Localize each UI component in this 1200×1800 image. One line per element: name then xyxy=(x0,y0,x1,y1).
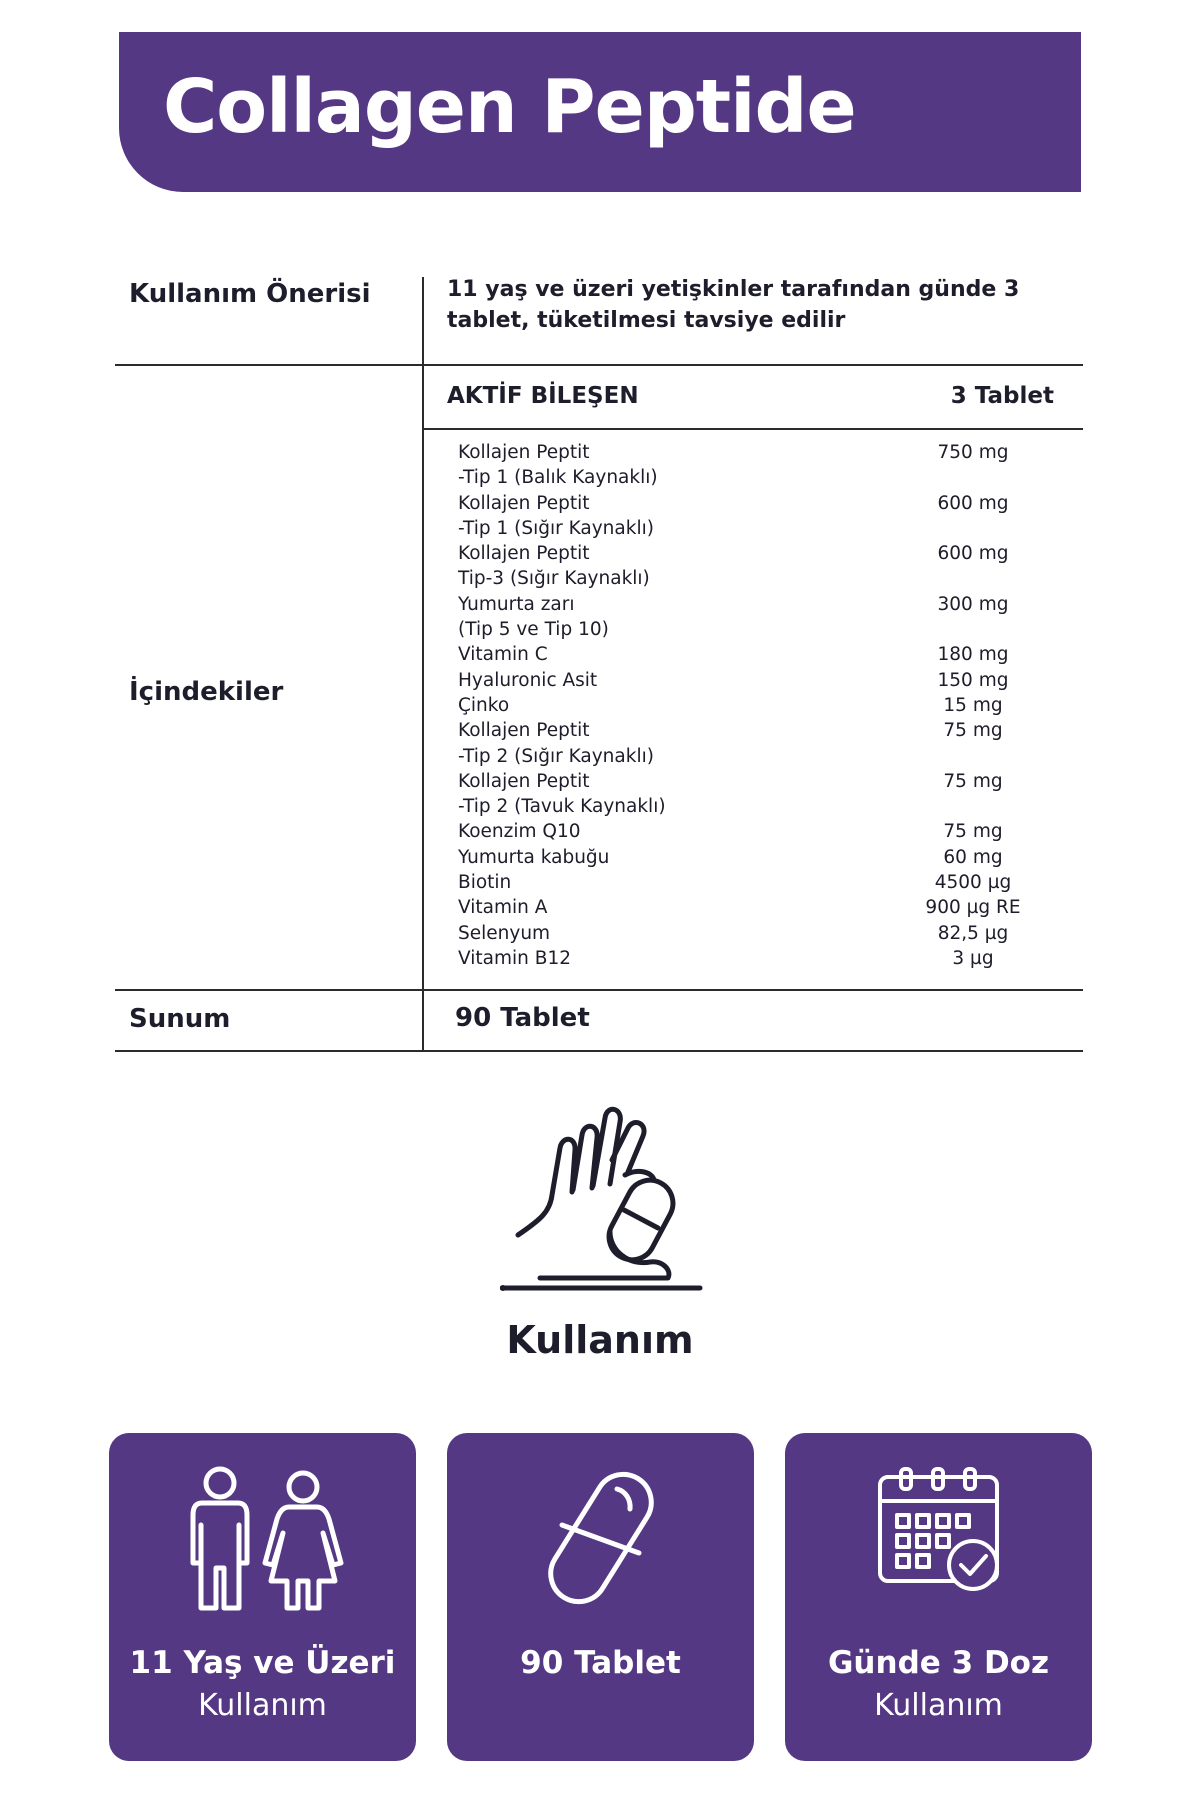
ingredient-amount: 82,5 µg xyxy=(937,922,1009,944)
daily-dose-card xyxy=(785,1433,1092,1761)
ingredient-name: Yumurta kabuğu xyxy=(458,846,610,868)
age-card xyxy=(109,1433,416,1761)
title-banner xyxy=(119,32,1081,192)
ingredient-amount: 15 mg xyxy=(943,694,1003,716)
ingredient-row xyxy=(458,642,1048,667)
ingredient-detail: -Tip 1 (Balık Kaynaklı) xyxy=(458,467,658,489)
ingredient-row xyxy=(458,921,1048,946)
ingredient-name: Vitamin A xyxy=(458,897,548,919)
ingredient-name: Hyaluronic Asit xyxy=(458,669,598,691)
ingredient-name: Vitamin C xyxy=(458,644,548,666)
ingredient-detail: (Tip 5 ve Tip 10) xyxy=(458,619,609,641)
ingredient-row xyxy=(458,718,1048,769)
ingredient-row xyxy=(458,491,1048,542)
ingredient-name: Yumurta zarı xyxy=(458,593,575,615)
ingredient-detail: -Tip 2 (Sığır Kaynaklı) xyxy=(458,745,654,767)
ingredient-amount: 180 mg xyxy=(937,644,1009,666)
ingredient-name: Kollajen Peptit xyxy=(458,492,590,514)
presentation-label: Sunum xyxy=(129,1004,231,1034)
ingredient-header-divider xyxy=(424,428,1083,430)
usage-title: Kullanım xyxy=(506,1318,694,1362)
table-divider xyxy=(115,364,1083,366)
ingredient-row xyxy=(458,541,1048,592)
ingredient-amount: 75 mg xyxy=(943,770,1003,792)
ingredient-amount: 75 mg xyxy=(943,720,1003,742)
active-ingredient-header: AKTİF BİLEŞEN xyxy=(447,383,639,409)
ingredient-amount: 60 mg xyxy=(943,846,1003,868)
ingredient-amount: 75 mg xyxy=(943,821,1003,843)
ingredient-name: Vitamin B12 xyxy=(458,947,571,969)
ingredient-name: Koenzim Q10 xyxy=(458,821,581,843)
hand-holding-pill-icon xyxy=(500,1100,710,1300)
ingredient-amount: 300 mg xyxy=(937,593,1009,615)
table-divider xyxy=(115,989,1083,991)
ingredient-list xyxy=(458,440,1048,971)
calendar-check-icon xyxy=(785,1463,1092,1613)
ingredient-row xyxy=(458,668,1048,693)
ingredient-row xyxy=(458,870,1048,895)
age-card-title: 11 Yaş ve Üzeri xyxy=(129,1645,396,1681)
age-card-subtitle: Kullanım xyxy=(198,1688,327,1723)
people-icon xyxy=(109,1463,416,1613)
usage-recommendation-text: 11 yaş ve üzeri yetişkinler tarafından günde 3 tablet, tüketilmesi tavsiye edilir xyxy=(447,277,1020,333)
ingredient-amount: 900 µg RE xyxy=(925,897,1021,919)
ingredient-amount: 150 mg xyxy=(937,669,1009,691)
ingredient-name: Kollajen Peptit xyxy=(458,720,590,742)
ingredient-name: Selenyum xyxy=(458,922,551,944)
tablet-count-card-title: 90 Tablet xyxy=(520,1645,681,1681)
ingredient-detail: -Tip 1 (Sığır Kaynaklı) xyxy=(458,517,654,539)
presentation-value: 90 Tablet xyxy=(455,1003,590,1033)
capsule-icon xyxy=(447,1463,754,1613)
ingredient-detail: -Tip 2 (Tavuk Kaynaklı) xyxy=(458,796,666,818)
ingredient-row xyxy=(458,845,1048,870)
ingredient-row xyxy=(458,895,1048,920)
usage-recommendation-label: Kullanım Önerisi xyxy=(129,279,371,309)
page-title: Collagen Peptide xyxy=(163,64,856,150)
ingredients-label: İçindekiler xyxy=(129,677,284,707)
ingredient-amount: 3 µg xyxy=(952,947,994,969)
ingredient-name: Çinko xyxy=(458,694,510,716)
ingredient-row xyxy=(458,592,1048,643)
ingredient-name: Kollajen Peptit xyxy=(458,770,590,792)
table-divider xyxy=(115,1050,1083,1052)
ingredient-name: Kollajen Peptit xyxy=(458,543,590,565)
ingredient-row xyxy=(458,819,1048,844)
ingredient-row xyxy=(458,440,1048,491)
ingredient-amount: 750 mg xyxy=(937,442,1009,463)
daily-dose-card-title: Günde 3 Doz xyxy=(827,1645,1050,1681)
daily-dose-card-subtitle: Kullanım xyxy=(874,1688,1003,1723)
ingredient-row xyxy=(458,693,1048,718)
ingredient-name: Kollajen Peptit xyxy=(458,442,590,463)
ingredient-amount: 600 mg xyxy=(937,543,1009,565)
tablet-count-card xyxy=(447,1433,754,1761)
ingredient-detail: Tip-3 (Sığır Kaynaklı) xyxy=(458,568,650,590)
table-column-divider xyxy=(422,277,424,1051)
ingredient-amount: 4500 µg xyxy=(934,872,1012,894)
ingredient-name: Biotin xyxy=(458,872,512,894)
ingredient-row xyxy=(458,946,1048,971)
ingredient-amount: 600 mg xyxy=(937,492,1009,514)
dose-header: 3 Tablet xyxy=(950,383,1054,409)
ingredient-row xyxy=(458,769,1048,820)
